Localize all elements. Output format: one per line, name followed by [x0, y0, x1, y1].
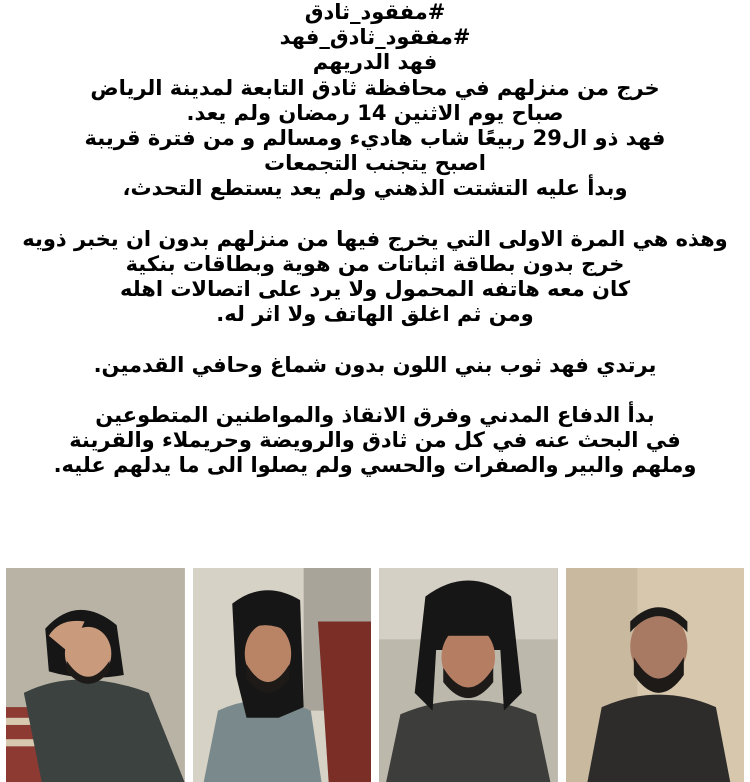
photo-headscarf-front[interactable]	[379, 568, 558, 782]
paragraph-gap	[10, 378, 740, 403]
missing-person-notice	[10, 0, 740, 479]
notice-line: وملهم والبير والصفرات والحسي ولم يصلوا الى ما يدلهم عليه.	[53, 453, 697, 478]
notice-line: خرج بدون بطاقة اثباتات من هوية وبطاقات بنكية	[125, 251, 625, 276]
photo-side-profile[interactable]	[566, 568, 745, 782]
hashtag-missing-thadiq[interactable]: #مفقود_ثادق	[304, 0, 446, 24]
photo-strip	[0, 568, 750, 782]
paragraph-gap	[10, 202, 740, 227]
notice-line: وهذه هي المرة الاولى التي يخرج فيها من منزلهم بدون ان يخبر ذويه	[22, 226, 728, 251]
photo-reclining-on-cushions[interactable]	[6, 568, 185, 782]
notice-line: فهد ذو ال29 ربيعًا شاب هاديء ومسالم و من فترة قريبة	[84, 125, 666, 150]
notice-line: خرج من منزلهم في محافظة ثادق التابعة لمدينة الرياض	[90, 75, 660, 100]
notice-line: اصبح يتجنب التجمعات	[264, 151, 486, 176]
person-name: فهد الدريهم	[312, 50, 438, 75]
notice-line: وبدأ عليه التشتت الذهني ولم يعد يستطع التحدث،	[122, 176, 628, 201]
hashtag-missing-thadiq-fahad[interactable]: #مفقود_ثادق_فهد	[279, 25, 471, 50]
notice-line: يرتدي فهد ثوب بني اللون بدون شماغ وحافي القدمين.	[93, 352, 657, 377]
notice-line: ومن ثم اغلق الهاتف ولا اثر له.	[216, 302, 534, 327]
notice-line: صباح يوم الاثنين 14 رمضان ولم يعد.	[186, 100, 564, 125]
notice-line: في البحث عنه في كل من ثادق والرويضة وحريملاء والقرينة	[69, 428, 681, 453]
paragraph-gap	[10, 327, 740, 352]
notice-line: بدأ الدفاع المدني وفرق الانقاذ والمواطنين المتطوعين	[95, 403, 655, 427]
notice-line: كان معه هاتفه المحمول ولا يرد على اتصالات اهله	[119, 277, 631, 302]
photo-in-car[interactable]	[193, 568, 372, 782]
